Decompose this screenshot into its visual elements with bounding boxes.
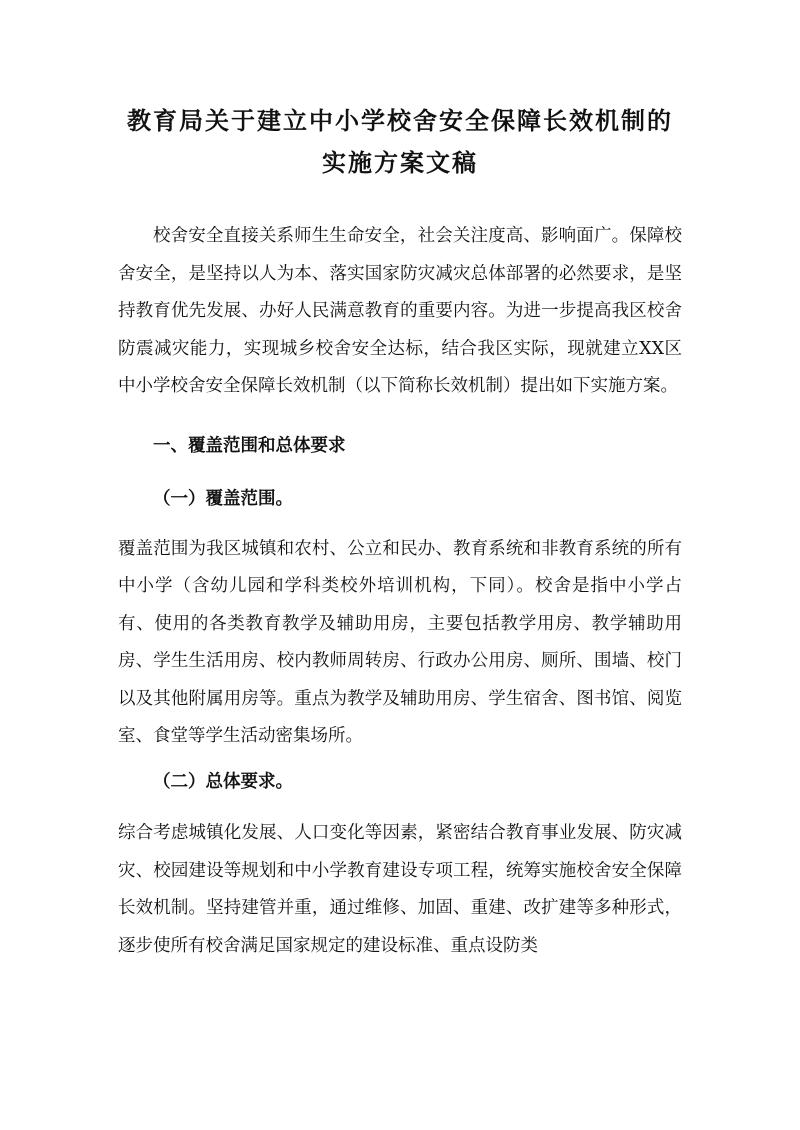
- section-heading-1: 一、覆盖范围和总体要求: [153, 435, 346, 456]
- document-title: 教育局关于建立中小学校舍安全保障长效机制的实施方案文稿: [127, 106, 673, 177]
- subsection-heading-coverage: （一）覆盖范围。: [153, 489, 293, 509]
- coverage-paragraph: 覆盖范围为我区城镇和农村、公立和民办、教育系统和非教育系统的所有中小学（含幼儿园和学科类校外培训机构，下同）。校舍是指中小学占有、使用的各类教育教学及辅助用房，主要包括教学用房、教学辅助用房、学生生活用房、校内教师周转房、行政办公用房、厕所、围墙、校门以及其他附属用房等。重点为教学及辅助用房、学生宿舍、图书馆、阅览室、食堂等学生活动密集场所。: [118, 538, 682, 746]
- intro-paragraph: 校舍安全直接关系师生生命安全，社会关注度高、影响面广。保障校舍安全，是坚持以人为本、落实国家防灾减灾总体部署的必然要求，是坚持教育优先发展、办好人民满意教育的重要内容。为进一步提高我区校舍防震减灾能力，实现城乡校舍安全达标，结合我区实际，现就建立XX区中小学校舍安全保障长效机制（以下简称长效机制）提出如下实施方案。: [118, 226, 682, 396]
- requirements-paragraph: 综合考虑城镇化发展、人口变化等因素，紧密结合教育事业发展、防灾减灾、校园建设等规划和中小学教育建设专项工程，统筹实施校舍安全保障长效机制。坚持建管并重，通过维修、加固、重建、改扩建等多种形式，逐步使所有校舍满足国家规定的建设标准、重点设防类: [118, 823, 682, 956]
- subsection-heading-requirements: （二）总体要求。: [153, 771, 293, 792]
